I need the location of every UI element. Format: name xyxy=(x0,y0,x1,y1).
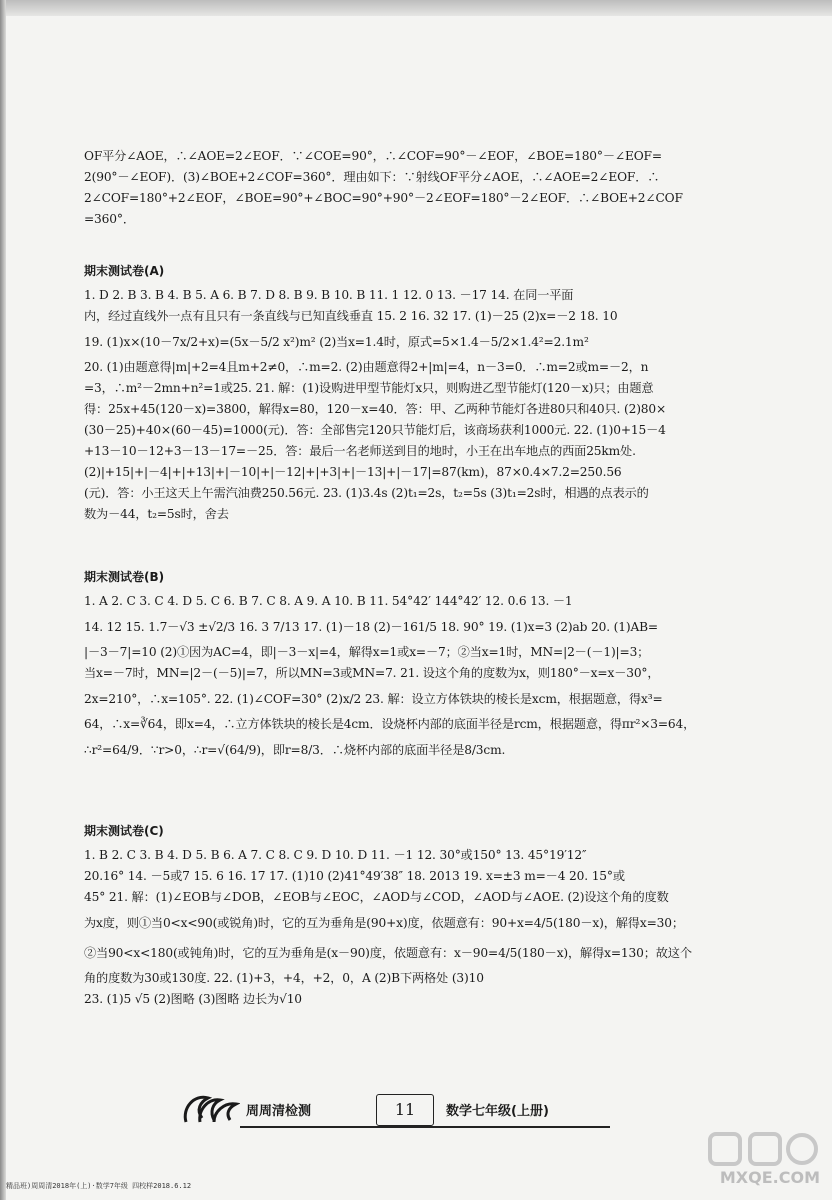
scan-top-shadow xyxy=(0,0,832,16)
text-line: 23. (1)5 √5 (2)图略 (3)图略 边长为√10 xyxy=(84,992,302,1006)
series-logo-icon xyxy=(180,1088,240,1132)
text-line: 64，∴x=∛64，即x=4，∴立方体铁块的棱长是4cm．设烧杯内部的底面半径是rcm，根据题意，得πr²×3=64， xyxy=(84,717,696,731)
text-line: 19. (1)x×(10－7x/2+x)=(5x－5/2 x²)m² (2)当x=1.4时，原式=5×1.4－5/2×1.4²=2.1m² xyxy=(84,335,589,349)
text-line: 1. D 2. B 3. B 4. B 5. A 6. B 7. D 8. B 9. B 10. B 11. 1 12. 0 13. －17 14. 在同一平面 xyxy=(84,288,574,302)
text-line: 2(90°－∠EOF)．(3)∠BOE+2∠COF=360°．理由如下：∵射线OF平分∠AOE，∴∠AOE=2∠EOF．∴ xyxy=(84,170,660,184)
text-line: =3，∴m²－2mn+n²=1或25. 21. 解：(1)设购进甲型节能灯x只，则购进乙型节能灯(120－x)只；由题意 xyxy=(84,381,654,395)
text-line: (2)|+15|+|－4|+|+13|+|－10|+|－12|+|+3|+|－13|+|－17|=87(km)，87×0.4×7.2=250.56 xyxy=(84,465,622,479)
text-line: +13－10－12+3－13－17=－25．答：最后一名老师送到目的地时，小王在出车地点的西面25km处. xyxy=(84,444,636,458)
text-line: 1. A 2. C 3. C 4. D 5. C 6. B 7. C 8. A 9. A 10. B 11. 54°42′ 144°42′ 12. 0.6 13. －1 xyxy=(84,594,573,608)
text-line: ∴r²=64/9．∵r>0，∴r=√(64/9)，即r=8/3．∴烧杯内部的底面半径是8/3cm. xyxy=(84,743,506,757)
text-line: (30－25)+40×(60－45)=1000(元)．答：全部售完120只节能灯后，该商场获利1000元. 22. (1)0+15－4 xyxy=(84,423,666,437)
section-title: 期末测试卷(C) xyxy=(84,824,164,838)
text-line: 2x=210°，∴x=105°. 22. (1)∠COF=30° (2)x/2 23. 解：设立方体铁块的棱长是xcm，根据题意，得x³= xyxy=(84,692,663,706)
text-line: 内，经过直线外一点有且只有一条直线与已知直线垂直 15. 2 16. 32 17. (1)－25 (2)x=－2 18. 10 xyxy=(84,309,618,323)
text-line: 角的度数为30或130度. 22. (1)+3，+4，+2，0，A (2)B下两格处 (3)10 xyxy=(84,971,484,985)
page-number: 11 xyxy=(376,1094,434,1126)
section-test-b xyxy=(84,568,744,765)
text-line: 20. (1)由题意得|m|+2=4且m+2≠0，∴m=2. (2)由题意得2+|m|=4，n－3=0．∴m=2或m=－2，n xyxy=(84,360,649,374)
section-test-c xyxy=(84,822,744,1010)
text-line: 为x度，则①当0<x<90(或锐角)时，它的互为垂角是(90+x)度，依题意有：90+x=4/5(180－x)，解得x=30； xyxy=(84,916,684,930)
text-line: 45° 21. 解：(1)∠EOB与∠DOB，∠EOB与∠EOC，∠AOD与∠COD，∠AOD与∠AOE. (2)设这个角的度数 xyxy=(84,890,669,904)
watermark-text: MXQE.COM xyxy=(719,1168,820,1187)
text-line: (元)．答：小王这天上午需汽油费250.56元. 23. (1)3.4s (2)t₁=2s，t₂=5s (3)t₁=2s时，相遇的点表示的 xyxy=(84,486,649,500)
text-line: ②当90<x<180(或钝角)时，它的互为垂角是(x－90)度，依题意有：x－90=4/5(180－x)，解得x=130；故这个 xyxy=(84,946,692,960)
text-line: 14. 12 15. 1.7－√3 ±√2/3 16. 3 7/13 17. (1)－18 (2)－161/5 18. 90° 19. (1)x=3 (2)ab 20. (1)AB= xyxy=(84,620,658,634)
print-imprint: 精品班)周周清2018年(上)·数学7年级 四校样2018.6.12 xyxy=(6,1182,192,1190)
subject-label: 数学七年级(上册) xyxy=(446,1104,549,1119)
text-line: |－3－7|=10 (2)①因为AC=4，即|－3－x|=4，解得x=1或x=－7；②当x=1时，MN=|2－(－1)|=3； xyxy=(84,645,650,659)
text-line: 当x=－7时，MN=|2－(－5)|=7，所以MN=3或MN=7. 21. 设这个角的度数为x，则180°－x=x－30°， xyxy=(84,666,660,680)
text-line: 数为－44，t₂=5s时，舍去 xyxy=(84,507,229,521)
text-line: OF平分∠AOE，∴∠AOE=2∠EOF．∵∠COE=90°，∴∠COF=90°－∠EOF，∠BOE=180°－∠EOF= xyxy=(84,149,662,163)
section-title: 期末测试卷(A) xyxy=(84,264,165,278)
text-line: 得：25x+45(120－x)=3800，解得x=80，120－x=40．答：甲、乙两种节能灯各进80只和40只. (2)80× xyxy=(84,402,667,416)
watermark xyxy=(690,1130,820,1192)
text-line: 1. B 2. C 3. B 4. D 5. B 6. A 7. C 8. C 9. D 10. D 11. －1 12. 30°或150° 13. 45°19′12″ xyxy=(84,848,587,862)
text-line: =360°． xyxy=(84,212,135,226)
text-line: 2∠COF=180°+2∠EOF，∠BOE=90°+∠BOC=90°+90°－2∠EOF=180°－2∠EOF．∴∠BOE+2∠COF xyxy=(84,191,683,205)
footer-rule xyxy=(240,1126,610,1128)
section-title: 期末测试卷(B) xyxy=(84,570,165,584)
text-line: 20.16° 14. －5或7 15. 6 16. 17 17. (1)10 (2)41°49′38″ 18. 2013 19. x=±3 m=－4 20. 15°或 xyxy=(84,869,625,883)
scan-left-edge xyxy=(0,0,6,1200)
section-test-a xyxy=(84,262,744,525)
watermark-logo-icon xyxy=(690,1130,820,1170)
page-footer xyxy=(180,1088,610,1132)
intro-text xyxy=(84,146,744,230)
brand-name: 周周清检测 xyxy=(246,1104,312,1119)
